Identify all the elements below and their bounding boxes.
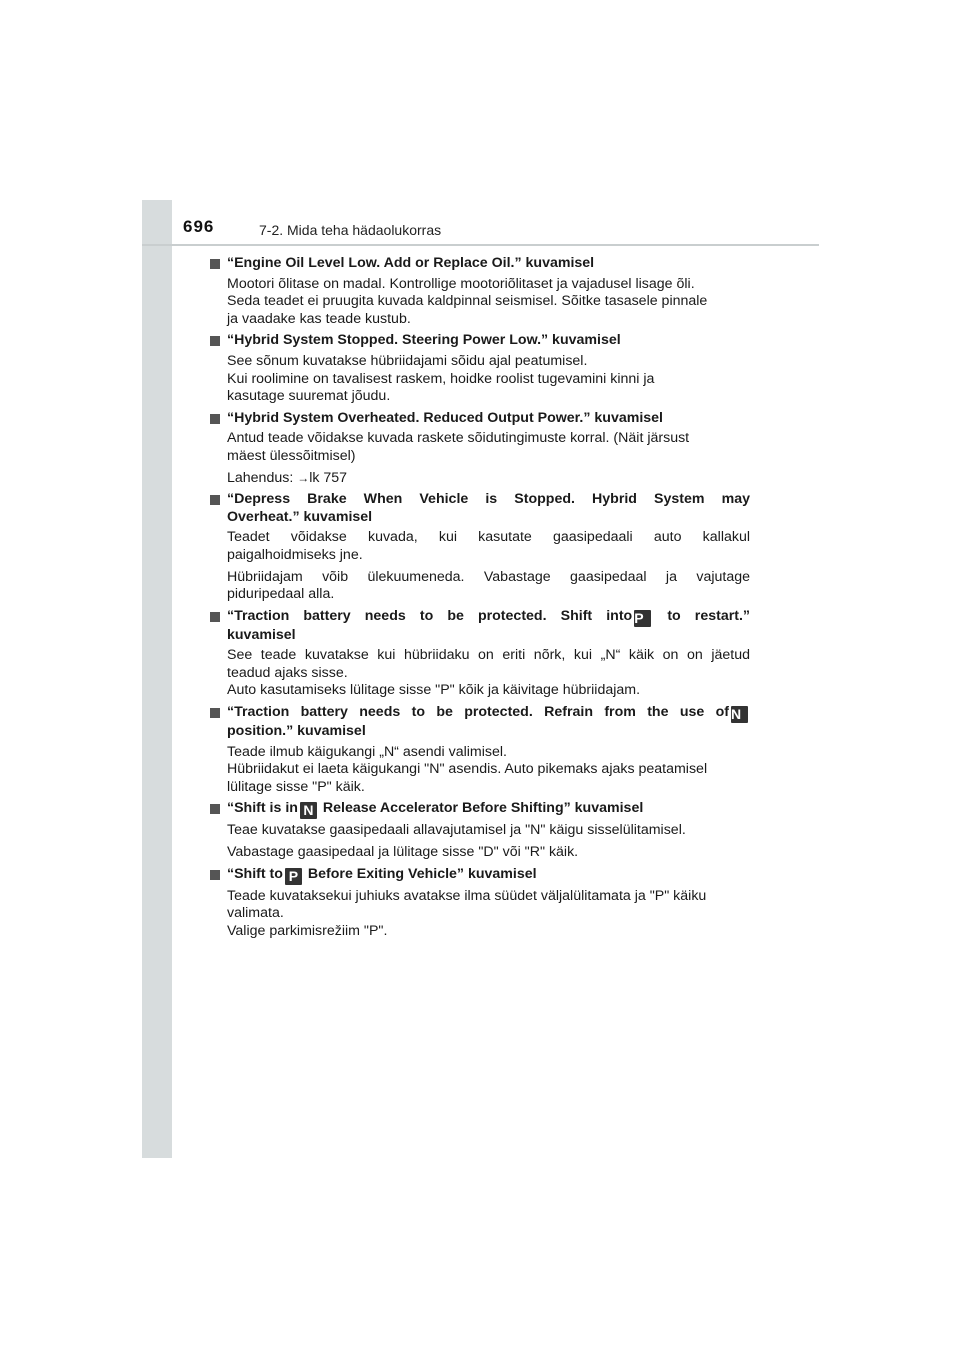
text-line: Teae kuvatakse gaasipedaali allavajutamisel ja "N" käigu sisselülitamisel.	[227, 822, 686, 839]
section-heading	[227, 491, 750, 526]
text-line: Valige parkimisrežiim "P".	[227, 922, 388, 939]
chapter-title: 7-2. Mida teha hädaolukorras	[259, 222, 442, 238]
page-content	[210, 255, 750, 944]
paragraph	[227, 276, 750, 329]
section-heading: “Hybrid System Stopped. Steering Power Low.” kuvamisel	[227, 332, 621, 349]
section-heading	[227, 704, 750, 741]
page-header	[183, 214, 819, 246]
gear-n-icon: N	[731, 706, 748, 723]
text-line: paigalhoidmiseks jne.	[227, 546, 363, 563]
paragraph	[227, 569, 750, 604]
text-line: lülitage sisse "P" käik.	[227, 778, 365, 795]
text-line: Hübriidakut ei laeta käigukangi "N" asendis. Auto pikemaks ajaks peatamisel	[227, 761, 708, 778]
section-heading: “Hybrid System Overheated. Reduced Output Power.” kuvamisel	[227, 409, 664, 426]
text-line: ja vaadake kas teade kustub.	[227, 310, 411, 327]
text-line: See teade kuvatakse kui hübriidaku on eriti nõrk, kui „N“ käik on on jäetud	[227, 647, 750, 664]
side-band	[142, 200, 172, 1158]
text-line: teadud ajaks sisse.	[227, 664, 348, 681]
section-heading	[227, 800, 750, 819]
section-heading: “Engine Oil Level Low. Add or Replace Oil.” kuvamisel	[227, 255, 595, 271]
paragraph	[227, 353, 750, 406]
paragraph	[227, 822, 750, 840]
square-bullet-icon	[210, 495, 220, 505]
heading-line	[227, 608, 750, 627]
paragraph	[227, 430, 750, 465]
text-line: piduripedaal alla.	[227, 586, 335, 603]
text-line: Teadet võidakse kuvada, kui kasutate gaasipedaali auto kallakul	[227, 529, 750, 546]
heading-line: kuvamisel	[227, 626, 296, 643]
text-line: Vabastage gaasipedaal ja lülitage sisse "D" või "R" käik.	[227, 844, 579, 861]
heading-text: “Traction battery needs to be protected. Shift into	[227, 607, 633, 624]
heading-line: position.” kuvamisel	[227, 723, 366, 740]
paragraph	[227, 844, 750, 862]
heading-text: to restart.”	[653, 607, 750, 624]
solution-label: Lahendus:	[227, 469, 298, 486]
square-bullet-icon	[210, 259, 220, 269]
paragraph	[227, 744, 750, 797]
square-bullet-icon	[210, 708, 220, 718]
heading-text: “Shift to	[227, 865, 283, 882]
text-line: See sõnum kuvatakse hübriidajami sõidu ajal peatumisel.	[227, 352, 588, 369]
heading-text: “Shift is in	[227, 800, 298, 817]
text-line: Kui roolimine on tavalisest raskem, hoidke roolist tugevamini kinni ja	[227, 370, 655, 387]
gear-p-icon: P	[634, 610, 651, 627]
square-bullet-icon	[210, 336, 220, 346]
text-line: Hübriidajam võib ülekuumeneda. Vabastage gaasipedaal ja vajutage	[227, 568, 750, 585]
section-battery-shift-p	[210, 608, 750, 700]
section-heading	[227, 608, 750, 645]
text-line: Mootori õlitase on madal. Kontrollige mootoriõlitaset ja vajadusel lisage õli.	[227, 275, 695, 292]
heading-text: Release Accelerator Before Shifting” kuvamisel	[318, 800, 644, 817]
heading-text: “Traction battery needs to be protected. Refrain from the use of	[227, 704, 729, 721]
text-line: Auto kasutamiseks lülitage sisse "P" kõik ja käivitage hübriidajam.	[227, 682, 641, 699]
text-line: Teade ilmub käigukangi „N“ asendi valimisel.	[227, 743, 507, 760]
heading-line	[227, 704, 750, 723]
gear-n-icon: N	[300, 802, 317, 819]
section-depress-brake	[210, 491, 750, 604]
page-reference-link[interactable]: lk 757	[309, 469, 348, 486]
paragraph	[227, 529, 750, 564]
solution-line	[227, 470, 750, 488]
section-shift-is-in-n	[210, 800, 750, 861]
header-divider	[142, 244, 819, 246]
square-bullet-icon	[210, 870, 220, 880]
square-bullet-icon	[210, 804, 220, 814]
text-line: Teade kuvataksekui juhiuks avatakse ilma süüdet väljalülitamata ja "P" käiku	[227, 887, 707, 904]
text-line: Antud teade võidakse kuvada raskete sõidutingimuste korral. (Näit järsust	[227, 430, 690, 447]
text-line: mäest ülessõitmisel)	[227, 447, 356, 464]
heading-line: Overheat.” kuvamisel	[227, 508, 373, 525]
text-line: valimata.	[227, 905, 284, 922]
section-shift-to-p	[210, 866, 750, 941]
page-number: 696	[183, 217, 215, 236]
heading-text: Before Exiting Vehicle” kuvamisel	[303, 865, 537, 882]
section-engine-oil	[210, 255, 750, 328]
paragraph	[227, 888, 750, 941]
heading-line: “Depress Brake When Vehicle is Stopped. Hybrid System may	[227, 491, 750, 508]
section-battery-refrain-n	[210, 704, 750, 796]
square-bullet-icon	[210, 612, 220, 622]
paragraph	[227, 647, 750, 700]
text-line: kasutage suuremat jõudu.	[227, 388, 391, 405]
section-hybrid-overheated	[210, 410, 750, 487]
text-line: Seda teadet ei pruugita kuvada kaldpinnal seismisel. Sõitke tasasele pinnale	[227, 293, 708, 310]
section-steering-power	[210, 332, 750, 405]
section-heading	[227, 866, 750, 885]
arrow-right-icon: →	[297, 470, 310, 485]
gear-p-icon: P	[285, 868, 302, 885]
square-bullet-icon	[210, 414, 220, 424]
